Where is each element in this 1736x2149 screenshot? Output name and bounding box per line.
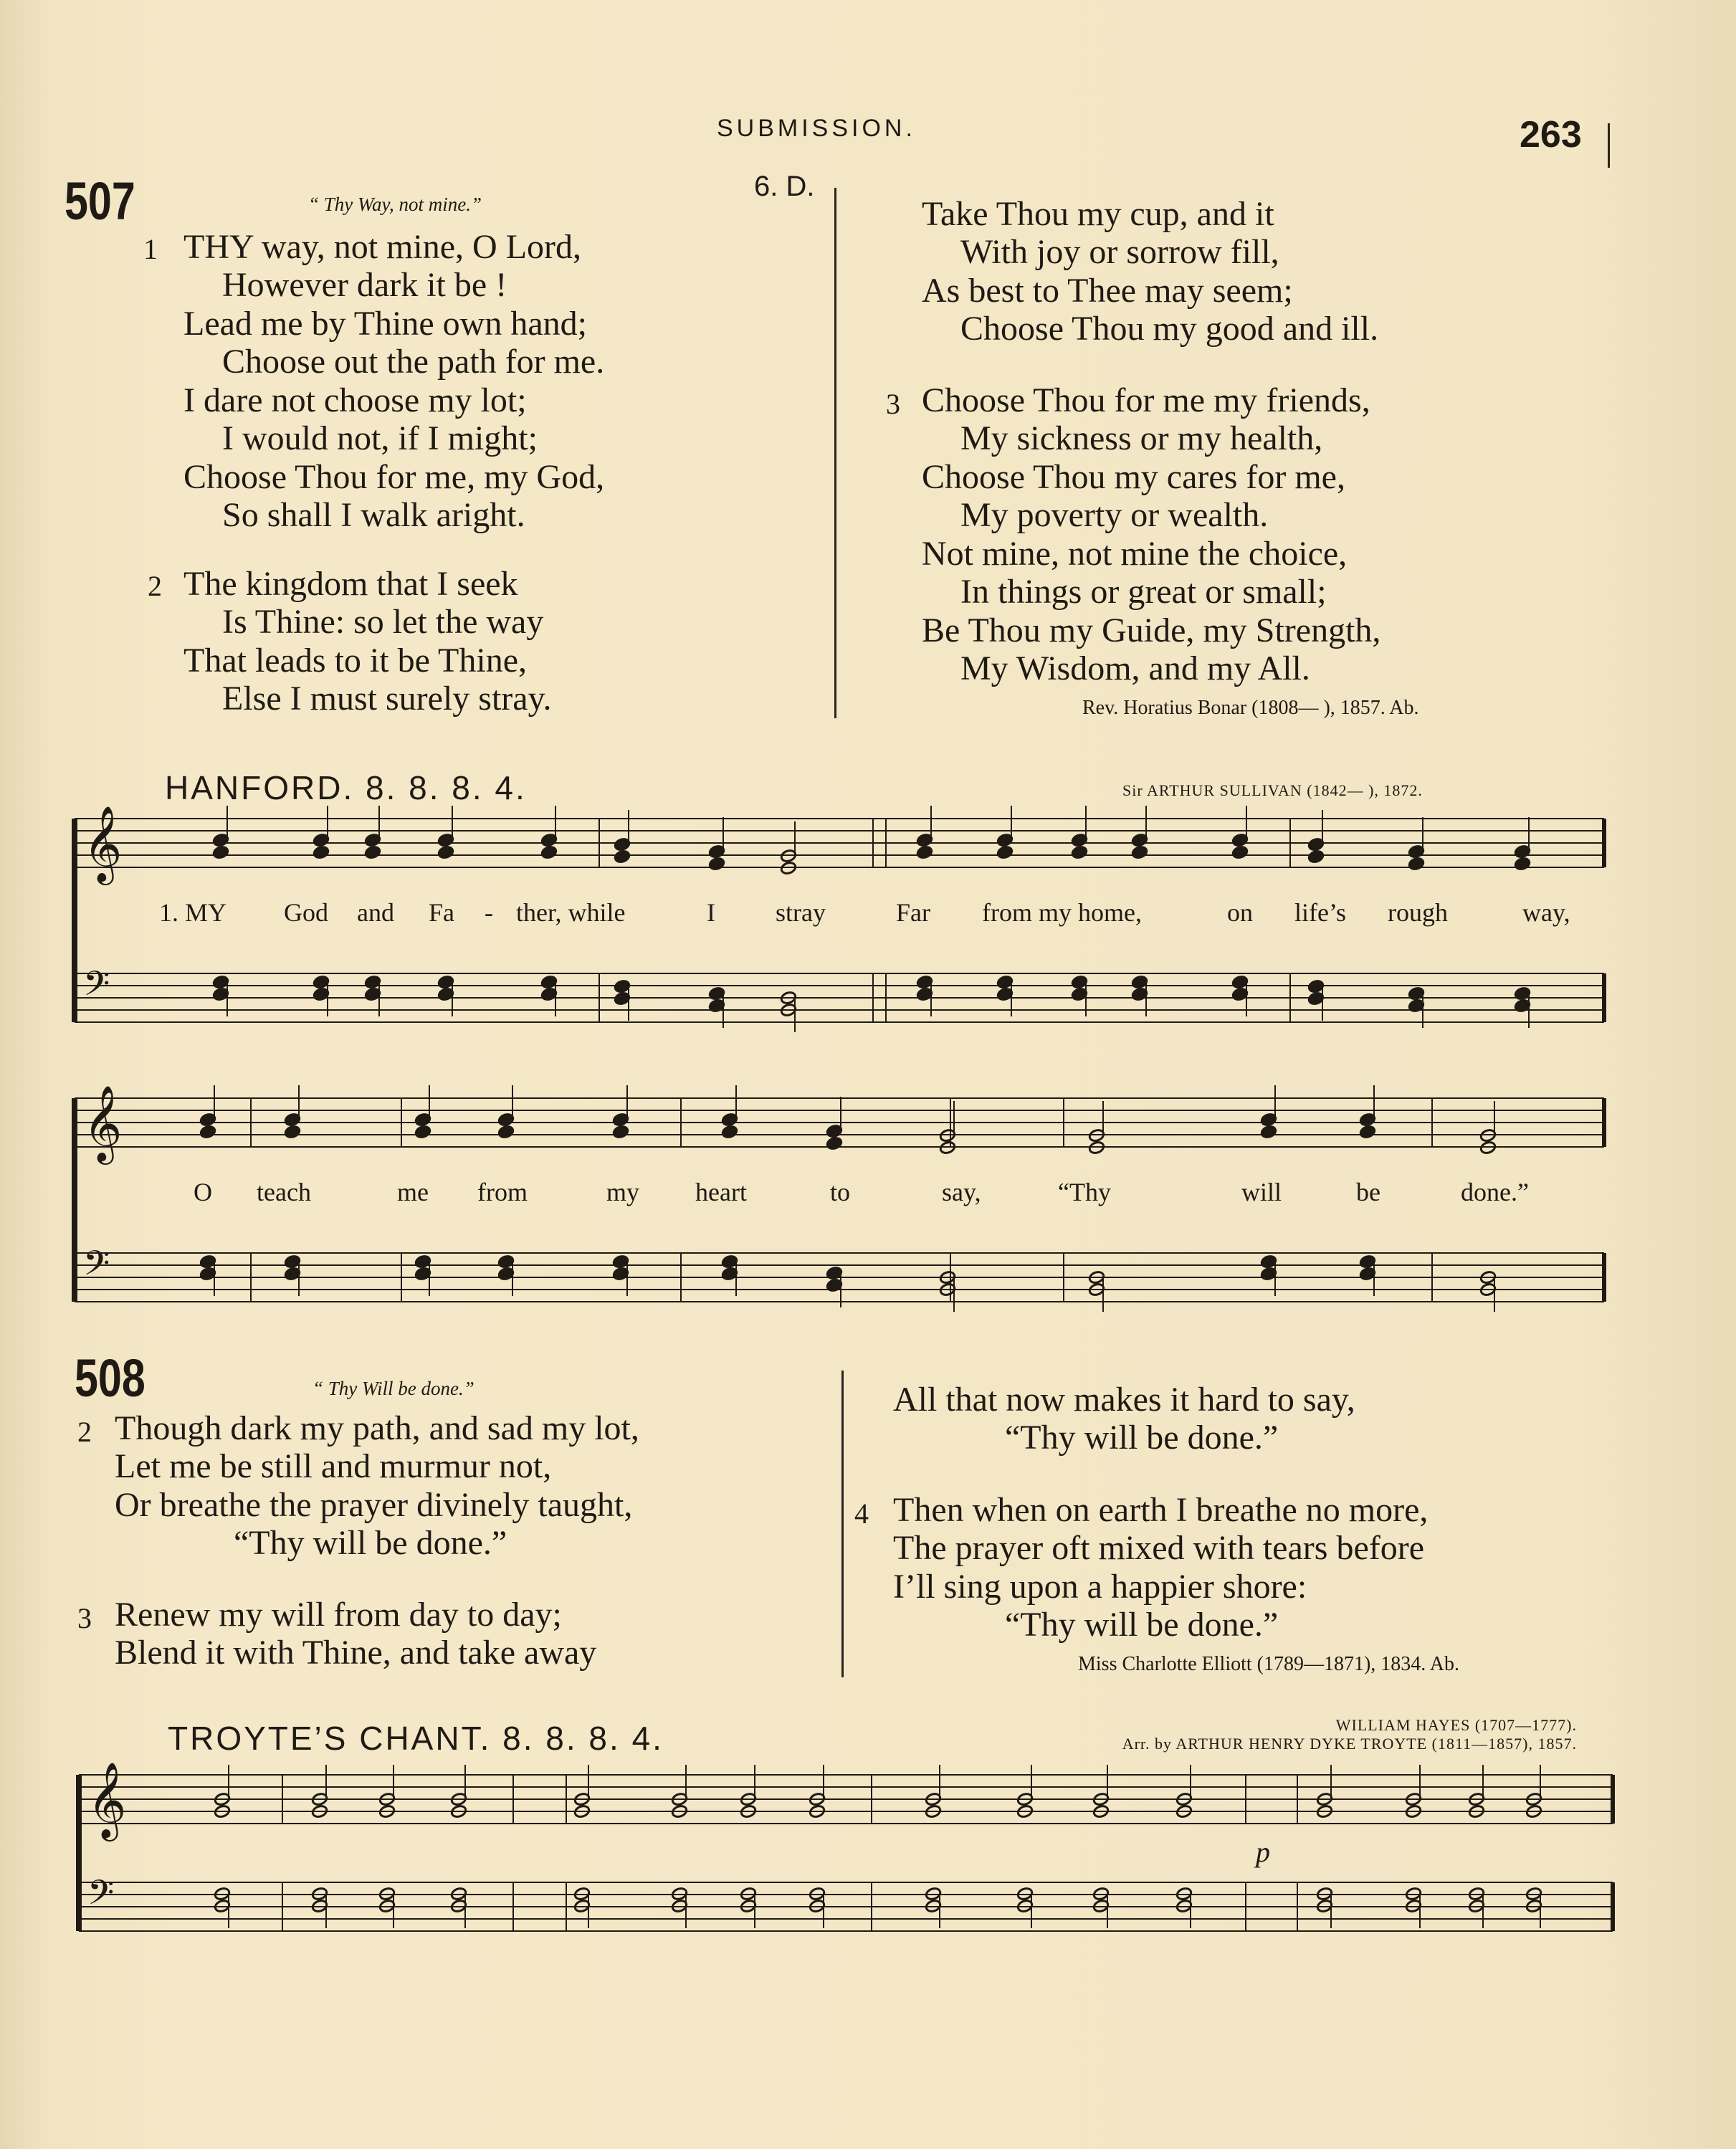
verse-line: That leads to it be Thine, [183,642,527,680]
lyric-syllable: O [194,1178,212,1206]
lyric-syllable: God [284,898,328,927]
lyric-syllable: and [357,898,394,927]
verse-line: My sickness or my health, [960,419,1323,457]
note-head [1408,857,1425,871]
tune-composer-hayes: WILLIAM HAYES (1707—1777). [1335,1716,1577,1734]
verse-number: 1 [143,233,158,265]
verse-line: Renew my will from day to day; [115,1596,562,1634]
note-head [612,1125,629,1139]
note-head [996,845,1014,859]
tune-composer-hanford: Sir ARTHUR SULLIVAN (1842— ), 1872. [1122,781,1423,799]
note-head [614,849,631,864]
hymn-508-motto: “ Thy Will be done.” [313,1378,474,1399]
note-head [284,1125,301,1139]
treble-clef: 𝄞 [87,1761,127,1838]
section-header: SUBMISSION. [717,115,916,142]
verse-number: 4 [854,1497,869,1530]
tune-name-troytes-chant: TROYTE’S CHANT. 8. 8. 8. 4. [168,1720,664,1757]
dynamic-marking: p [1256,1836,1270,1868]
verse-line: Or breathe the prayer divinely taught, [115,1486,633,1524]
verse-line: Choose Thou my good and ill. [960,310,1379,348]
note-head [414,1125,431,1139]
verse-line: My Wisdom, and my All. [960,649,1310,687]
verse-line: However dark it be ! [222,266,507,304]
lyric-syllable: way, [1522,898,1570,927]
bass-clef: 𝄢 [83,1243,110,1292]
verse-line: Else I must surely stray. [222,680,552,718]
note-head [437,845,454,859]
verse-line: I would not, if I might; [222,419,538,457]
verse-number: 2 [148,570,162,602]
verse-line: With joy or sorrow fill, [960,233,1279,271]
lyric-syllable: from my home, [982,898,1142,927]
verse-line: Take Thou my cup, and it [922,195,1274,233]
lyric-syllable: done.” [1461,1178,1529,1206]
note-head [364,845,381,859]
note-head [199,1125,216,1139]
hymn-507-meter: 6. D. [754,171,815,202]
verse-line: As best to Thee may seem; [922,272,1293,310]
tune-name-hanford: HANFORD. 8. 8. 8. 4. [165,769,527,806]
note-head [826,1136,843,1150]
hymn-number-508: 508 [75,1348,146,1408]
lyric-syllable: life’s [1294,898,1346,927]
page-number: 263 [1520,114,1582,156]
lyric-syllable: I [707,898,715,927]
verse-line: Is Thine: so let the way [222,603,544,641]
verse-line: Then when on earth I breathe no more, [893,1491,1429,1529]
lyric-syllable: rough [1388,898,1448,927]
verse-line: Choose out the path for me. [222,343,605,381]
verse-line: “Thy will be done.” [1005,1419,1279,1457]
note-head [540,845,558,859]
verse-line: Lead me by Thine own hand; [183,305,587,343]
note-head [916,845,933,859]
note-head [1260,1125,1277,1139]
lyric-syllable: my [606,1178,640,1206]
lyric-syllable: be [1356,1178,1380,1206]
note-head [721,1125,738,1139]
hymn-508-author: Miss Charlotte Elliott (1789—1871), 1834. Ab. [1078,1653,1459,1675]
lyric-syllable: say, [942,1178,981,1206]
lyric-syllable: teach [257,1178,311,1206]
verse-line: Choose Thou for me my friends, [922,381,1370,419]
verse-number: 2 [77,1416,92,1448]
lyric-syllable: me [397,1178,429,1206]
note-head [313,845,330,859]
verse-line: The kingdom that I seek [183,565,518,603]
hymn-507-author: Rev. Horatius Bonar (1808— ), 1857. Ab. [1082,697,1419,719]
tune-arranger-troyte: Arr. by ARTHUR HENRY DYKE TROYTE (1811—1857), 1857. [1122,1735,1577,1753]
lyric-syllable: ther, while [516,898,626,927]
verse-line: I dare not choose my lot; [183,381,527,419]
note-head [1071,845,1088,859]
treble-clef: 𝄞 [83,805,123,882]
bass-clef: 𝄢 [83,963,110,1012]
verse-line: Choose Thou for me, my God, [183,458,605,496]
lyric-syllable: on [1227,898,1253,927]
verse-line: All that now makes it hard to say, [893,1381,1355,1419]
verse-line: Let me be still and murmur not, [115,1447,552,1485]
lyric-syllable: stray [776,898,826,927]
verse-line: I’ll sing upon a happier shore: [893,1568,1307,1606]
lyric-syllable: Far [896,898,930,927]
verse-line: So shall I walk aright. [222,496,525,534]
verse-line: My poverty or wealth. [960,496,1269,534]
verse-line: In things or great or small; [960,573,1327,611]
verse-line: Choose Thou my cares for me, [922,458,1345,496]
lyric-syllable: heart [695,1178,747,1206]
verse-number: 3 [77,1602,92,1634]
note-head [1231,845,1249,859]
note-head [1131,845,1148,859]
lyric-syllable: - [485,898,493,927]
verse-line: The prayer oft mixed with tears before [893,1529,1425,1567]
note-head [1359,1125,1376,1139]
lyric-syllable: 1. MY [159,898,227,927]
lyric-syllable: will [1241,1178,1282,1206]
note-head [1307,849,1325,864]
bass-clef: 𝄢 [87,1872,115,1921]
verse-line: Though dark my path, and sad my lot, [115,1409,639,1447]
hymn-507-motto: “ Thy Way, not mine.” [308,194,482,215]
lyric-syllable: to [830,1178,851,1206]
verse-number: 3 [886,388,900,420]
hymn-number-507: 507 [65,171,135,231]
verse-line: THY way, not mine, O Lord, [183,228,581,266]
verse-line: “Thy will be done.” [234,1524,507,1562]
verse-line: Blend it with Thine, and take away [115,1634,597,1672]
note-head [212,845,229,859]
note-head [708,857,725,871]
note-head [1514,857,1531,871]
verse-line: “Thy will be done.” [1005,1606,1279,1644]
column-rule [841,1371,844,1677]
note-head [497,1125,515,1139]
verse-line: Not mine, not mine the choice, [922,535,1348,573]
lyric-syllable: from [477,1178,528,1206]
treble-clef: 𝄞 [83,1085,123,1161]
verse-line: Be Thou my Guide, my Strength, [922,611,1381,649]
lyric-syllable: Fa [429,898,454,927]
lyric-syllable: “Thy [1058,1178,1111,1206]
